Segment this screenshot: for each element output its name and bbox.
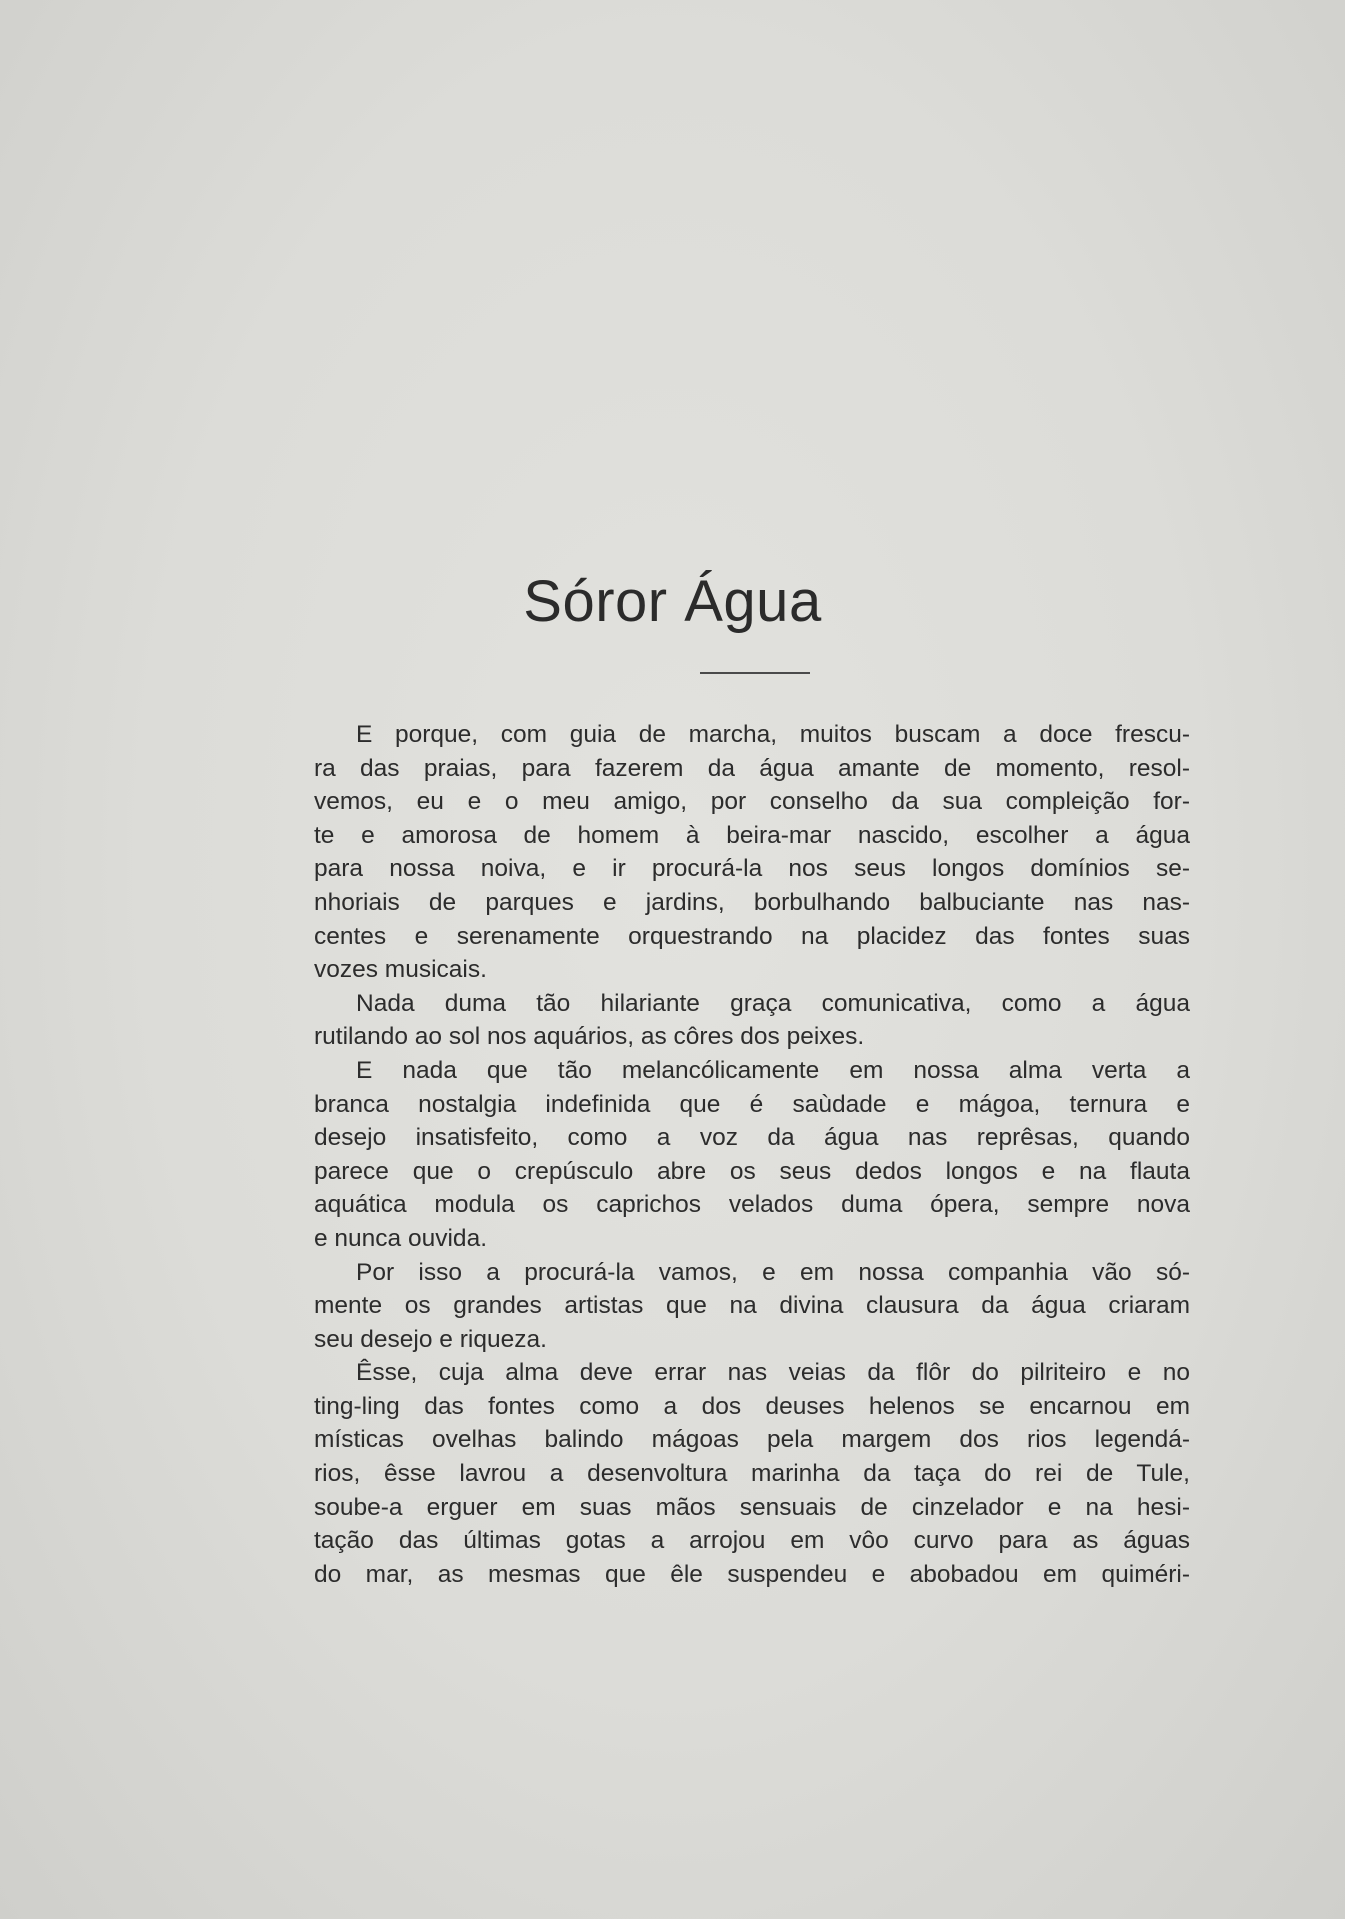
text-line: branca nostalgia indefinida que é saùdade e mágoa, ternura e — [314, 1090, 1190, 1118]
text-line: rutilando ao sol nos aquários, as côres dos peixes. — [314, 1023, 865, 1051]
text-line: seu desejo e riqueza. — [314, 1325, 547, 1353]
text-line: mente os grandes artistas que na divina clausura da água criaram — [314, 1292, 1190, 1320]
text-line: rios, êsse lavrou a desenvoltura marinha da taça do rei de Tule, — [314, 1460, 1190, 1488]
text-line: aquática modula os caprichos velados duma ópera, sempre nova — [314, 1191, 1190, 1219]
text-line: nhoriais de parques e jardins, borbulhando balbuciante nas nas- — [314, 888, 1190, 916]
text-line: Nada duma tão hilariante graça comunicativa, como a água — [356, 989, 1190, 1017]
text-line: Êsse, cuja alma deve errar nas veias da flôr do pilriteiro e no — [356, 1359, 1190, 1387]
text-line: do mar, as mesmas que êle suspendeu e abobadou em quiméri- — [314, 1560, 1190, 1588]
text-line: vemos, eu e o meu amigo, por conselho da sua compleição for- — [314, 788, 1190, 816]
text-line: tação das últimas gotas a arrojou em vôo curvo para as águas — [314, 1527, 1190, 1555]
text-line: vozes musicais. — [314, 956, 487, 984]
text-line: para nossa noiva, e ir procurá-la nos seus longos domínios se- — [314, 855, 1190, 883]
text-line: e nunca ouvida. — [314, 1224, 487, 1252]
text-line: ra das praias, para fazerem da água amante de momento, resol- — [314, 754, 1190, 782]
text-line: centes e serenamente orquestrando na placidez das fontes suas — [314, 922, 1190, 950]
text-line: Por isso a procurá-la vamos, e em nossa companhia vão só- — [356, 1258, 1190, 1286]
title-rule — [700, 672, 810, 674]
body-text — [314, 718, 1190, 1591]
chapter-title: Sóror Água — [523, 569, 822, 634]
text-line: desejo insatisfeito, como a voz da água nas reprêsas, quando — [314, 1124, 1190, 1152]
text-line: E nada que tão melancólicamente em nossa alma verta a — [356, 1056, 1190, 1084]
text-line: E porque, com guia de marcha, muitos buscam a doce frescu- — [356, 721, 1190, 748]
text-line: ting-ling das fontes como a dos deuses helenos se encarnou em — [314, 1392, 1190, 1420]
text-line: soube-a erguer em suas mãos sensuais de cinzelador e na hesi- — [314, 1493, 1190, 1521]
text-line: te e amorosa de homem à beira-mar nascido, escolher a água — [314, 821, 1190, 849]
text-line: parece que o crepúsculo abre os seus dedos longos e na flauta — [314, 1157, 1190, 1185]
text-line: místicas ovelhas balindo mágoas pela margem dos rios legendá- — [314, 1426, 1190, 1454]
